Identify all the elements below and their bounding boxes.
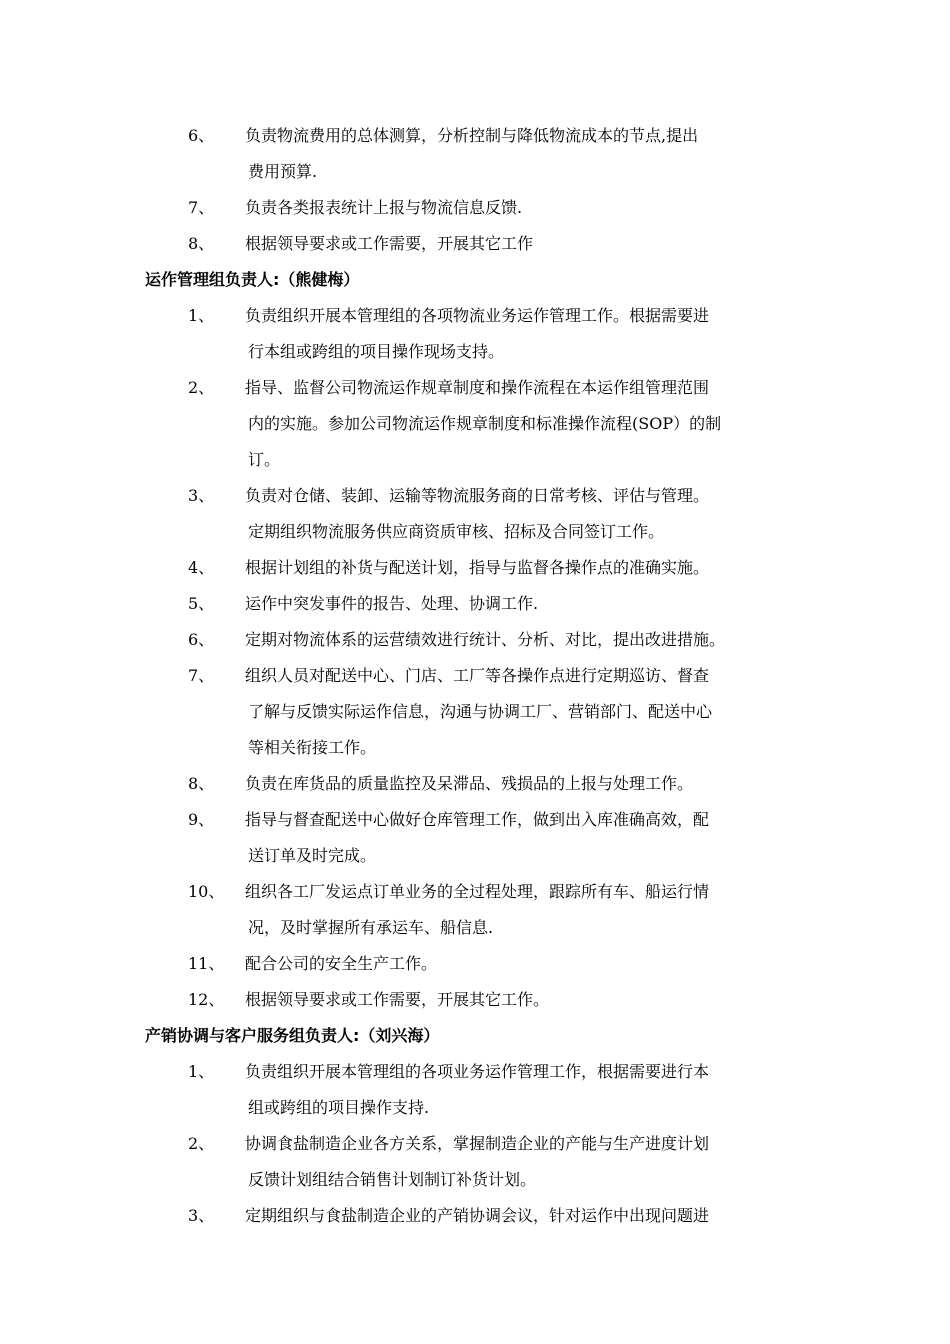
list-item-line: 了解与反馈实际运作信息，沟通与协调工厂、营销部门、配送中心 [248,702,713,721]
list-item-line: 等相关衔接工作。 [248,738,377,757]
list-item-text [245,622,807,658]
list-item-number: 12、 [188,990,225,1009]
list-item [0,586,950,622]
list-item [0,190,950,226]
list-item-line: 运作中突发事件的报告、处理、协调工作. [245,594,539,613]
list-item-number: 6、 [188,126,215,145]
list-item [0,1054,950,1126]
list-item [0,766,950,802]
list-item-line: 负责组织开展本管理组的各项物流业务运作管理工作。根据需要进 [245,306,710,325]
list-item-line: 内的实施。参加公司物流运作规章制度和标准操作流程(SOP）的制 [248,414,722,433]
list-item-number: 10、 [188,882,225,901]
list-item-line: 指导与督查配送中心做好仓库管理工作，做到出入库准确高效，配 [245,810,710,829]
list-item-number: 4、 [188,558,215,577]
list-item-number: 1、 [188,1062,215,1081]
list-item-number: 5、 [188,594,215,613]
list-item-number: 8、 [188,234,215,253]
list-item-line: 负责对仓储、装卸、运输等物流服务商的日常考核、评估与管理。 [245,486,710,505]
list-item-line: 定期组织与食盐制造企业的产销协调会议，针对运作中出现问题进 [245,1206,710,1225]
list-item-text [245,1054,807,1126]
list-item [0,622,950,658]
list-item-number: 11、 [188,954,225,973]
list-item-line: 配合公司的安全生产工作。 [245,954,438,973]
list-item [0,802,950,874]
list-item-number: 3、 [188,1206,215,1225]
list-item-line: 反馈计划组结合销售计划制订补货计划。 [248,1170,537,1189]
list-item [0,478,950,550]
list-item-text [245,658,807,766]
list-item-line: 负责物流费用的总体测算，分析控制与降低物流成本的节点,提出 [245,126,699,145]
list-item [0,946,950,982]
list-item-text [245,766,807,802]
list-item [0,298,950,370]
list-item-number: 8、 [188,774,215,793]
list-item-text [245,370,807,478]
section-2 [0,1018,950,1234]
list-item-line: 组或跨组的项目操作支持. [248,1098,430,1117]
list-item [0,1198,950,1234]
list-item-text [245,298,807,370]
list-item-line: 送订单及时完成。 [248,846,377,865]
list-item-line: 根据计划组的补货与配送计划，指导与监督各操作点的准确实施。 [245,558,710,577]
list-item-line: 况，及时掌握所有承运车、船信息. [248,918,494,937]
list-item-line: 定期组织物流服务供应商资质审核、招标及合同签订工作。 [248,522,665,541]
section-0 [0,118,950,262]
list-item-number: 3、 [188,486,215,505]
list-item-line: 根据领导要求或工作需要，开展其它工作。 [245,990,550,1009]
list-item [0,982,950,1018]
list-item-line: 协调食盐制造企业各方关系，掌握制造企业的产能与生产进度计划 [245,1134,710,1153]
list-item-line: 组织各工厂发运点订单业务的全过程处理，跟踪所有车、船运行情 [245,882,710,901]
list-item-line: 定期对物流体系的运营绩效进行统计、分析、对比，提出改进措施。 [245,630,726,649]
list-item-line: 订。 [248,450,281,469]
list-item-number: 9、 [188,810,215,829]
list-item-line: 负责在库货品的质量监控及呆滞品、残损品的上报与处理工作。 [245,774,694,793]
list-item-text [245,586,807,622]
list-item-text [245,1126,807,1198]
list-item [0,226,950,262]
list-item-line: 负责各类报表统计上报与物流信息反馈. [245,198,523,217]
list-item-line: 行本组或跨组的项目操作现场支持。 [248,342,505,361]
list-item [0,874,950,946]
list-item-text [245,982,807,1018]
list-item-text [245,478,807,550]
list-item-text [245,226,807,262]
list-item [0,658,950,766]
section-heading: 产销协调与客户服务组负责人:（刘兴海） [145,1026,440,1045]
list-item-number: 2、 [188,378,215,397]
list-item [0,118,950,190]
section-heading: 运作管理组负责人:（熊健梅） [145,270,360,289]
list-item-line: 组织人员对配送中心、门店、工厂等各操作点进行定期巡访、督查 [245,666,710,685]
list-item-text [245,118,807,190]
list-item-text [245,1198,807,1234]
list-item-number: 2、 [188,1134,215,1153]
list-item-line: 费用预算. [248,162,318,181]
list-item [0,1126,950,1198]
list-item-number: 7、 [188,666,215,685]
list-item-text [245,874,807,946]
list-item-number: 6、 [188,630,215,649]
list-item-line: 根据领导要求或工作需要，开展其它工作 [245,234,534,253]
list-item-text [245,550,807,586]
list-item-text [245,946,807,982]
list-item-number: 7、 [188,198,215,217]
list-item [0,370,950,478]
list-item-number: 1、 [188,306,215,325]
section-1 [0,262,950,1018]
list-item-text [245,802,807,874]
document-content [0,118,950,1234]
list-item-text [245,190,807,226]
list-item-line: 负责组织开展本管理组的各项业务运作管理工作，根据需要进行本 [245,1062,710,1081]
list-item [0,550,950,586]
list-item-line: 指导、监督公司物流运作规章制度和操作流程在本运作组管理范围 [245,378,710,397]
